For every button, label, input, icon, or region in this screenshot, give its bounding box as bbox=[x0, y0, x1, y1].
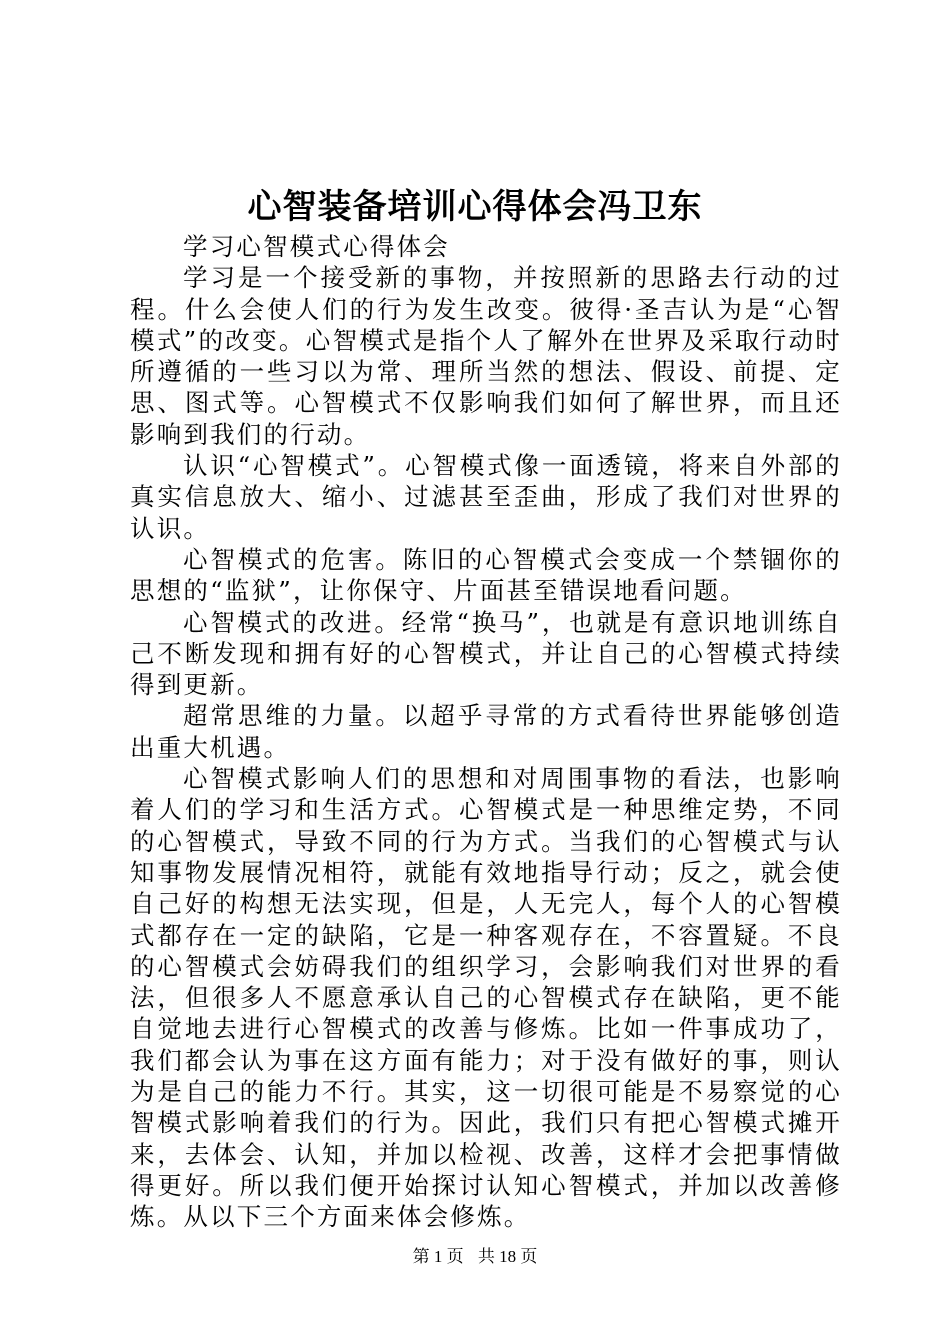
document-body bbox=[130, 231, 842, 1233]
paragraph: 心智模式的危害。陈旧的心智模式会变成一个禁锢你的思想的“监狱”，让你保守、片面甚至错误地看问题。 bbox=[130, 544, 842, 606]
total-pages: 共 18 页 bbox=[477, 1247, 538, 1266]
paragraph-subtitle: 学习心智模式心得体会 bbox=[183, 232, 450, 261]
paragraph: 心智模式的改进。经常“换马”，也就是有意识地训练自己不断发现和拥有好的心智模式，并让自己的心智模式持续得到更新。 bbox=[130, 607, 842, 700]
paragraph: 认识“心智模式”。心智模式像一面透镜，将来自外部的真实信息放大、缩小、过滤甚至歪曲，形成了我们对世界的认识。 bbox=[130, 451, 842, 543]
paragraph: 超常思维的力量。以超乎寻常的方式看待世界能够创造出重大机遇。 bbox=[130, 701, 842, 762]
document-title: 心智装备培训心得体会冯卫东 bbox=[247, 187, 703, 227]
page-number: 第 1 页 bbox=[412, 1247, 464, 1266]
paragraph: 学习是一个接受新的事物，并按照新的思路去行动的过程。什么会使人们的行为发生改变。彼得·圣吉认为是“心智模式”的改变。心智模式是指个人了解外在世界及采取行动时所遵循的一些习以为常、理所当然的想法、假设、前提、定思、图式等。心智模式不仅影响我们如何了解世界，而且还影响到我们的行动。 bbox=[130, 263, 842, 449]
page-footer bbox=[0, 1245, 950, 1269]
paragraph: 心智模式影响人们的思想和对周围事物的看法，也影响着人们的学习和生活方式。心智模式是一种思维定势，不同的心智模式，导致不同的行为方式。当我们的心智模式与认知事物发展情况相符，就能有效地指导行动；反之，就会使自己好的构想无法实现，但是，人无完人，每个人的心智模式都存在一定的缺陷，它是一种客观存在，不容置疑。不良的心智模式会妨碍我们的组织学习，会影响我们对世界的看法，但很多人不愿意承认自己的心智模式存在缺陷，更不能自觉地去进行心智模式的改善与修炼。比如一件事成功了，我们都会认为事在这方面有能力；对于没有做好的事，则认为是自己的能力不行。其实，这一切很可能是不易察觉的心智模式影响着我们的行为。因此，我们只有把心智模式摊开来，去体会、认知，并加以检视、改善，这样才会把事情做得更好。所以我们便开始探讨认知心智模式，并加以改善修炼。从以下三个方面来体会修炼。 bbox=[130, 764, 842, 1232]
